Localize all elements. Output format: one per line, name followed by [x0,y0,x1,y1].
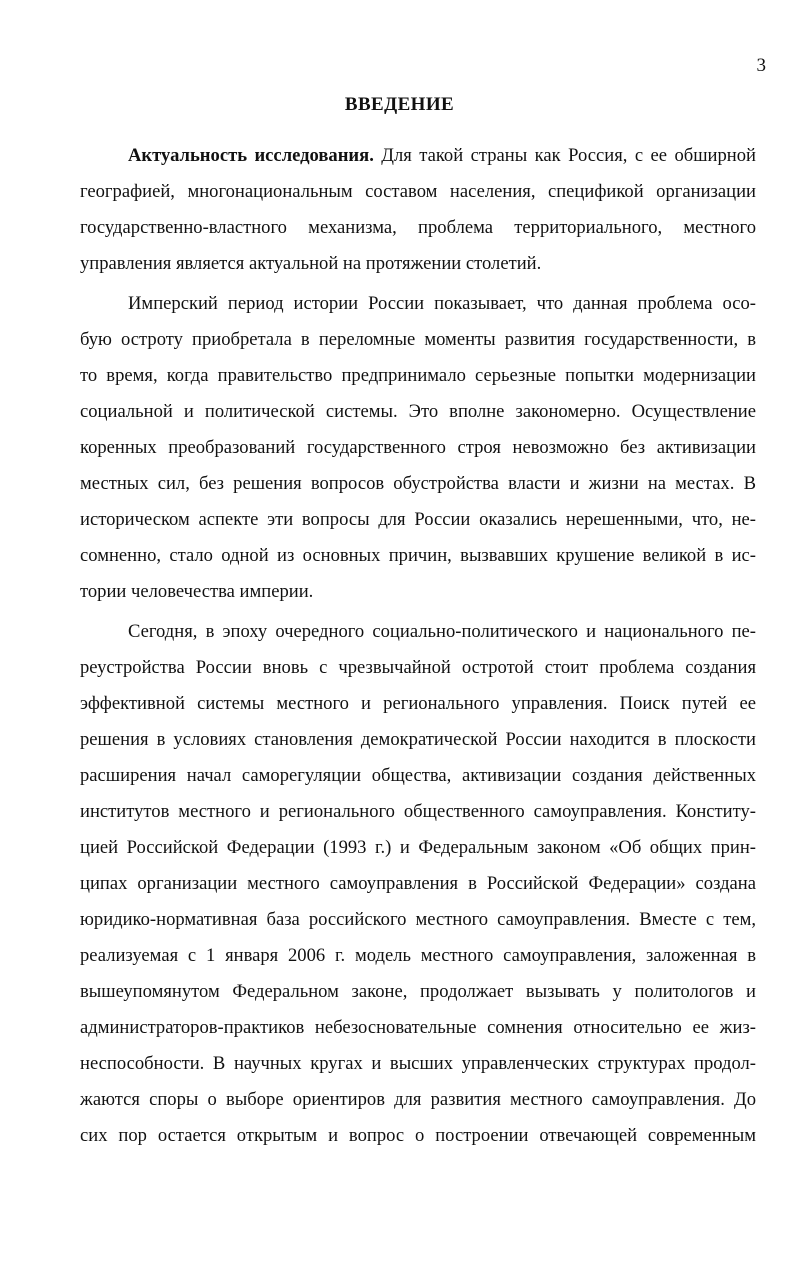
paragraph-relevance [80,142,756,286]
text-line: социальной и политической системы. Это вполне закономерно. Осуществление [80,401,756,422]
page-number: 3 [756,55,766,76]
paragraph-today [80,618,756,1158]
text-line: тории человечества империи. [80,581,314,602]
text-line [80,142,756,178]
paragraph-imperial-period [80,290,756,614]
text-line: решения в условиях становления демократической России находится в плоскости [80,729,756,750]
page-heading: ВВЕДЕНИЕ [344,94,455,115]
text-line: эффективной системы местного и регионального управления. Поиск путей ее [80,693,756,714]
text-line: вышеупомянутом Федеральном законе, продолжает вызывать у политологов и [80,981,756,1002]
text-line: жаются споры о выборе ориентиров для развития местного самоуправления. До [80,1089,756,1110]
text-line: расширения начал саморегуляции общества, активизации создания действенных [80,765,756,786]
text-line: управления является актуальной на протяжении столетий. [80,253,542,274]
text-line: юридико-нормативная база российского местного самоуправления. Вместе с тем, [80,909,756,930]
text-line: географией, многонациональным составом населения, спецификой организации [80,181,756,202]
text-line: государственно-властного механизма, проблема территориального, местного [80,217,756,238]
relevance-lead: Актуальность исследования. [128,145,374,166]
text-line: реализуемая с 1 января 2006 г. модель местного самоуправления, заложенная в [80,945,756,966]
text-line: бую остроту приобретала в переломные моменты развития государственности, в [80,329,756,350]
text-line-content: Для такой страны как Россия, с ее обширной [373,145,756,166]
text-line: коренных преобразований государственного строя невозможно без активизации [80,437,756,458]
text-line: историческом аспекте эти вопросы для России оказались нерешенными, что, не- [80,509,756,530]
text-line: сомненно, стало одной из основных причин, вызвавших крушение великой в ис- [80,545,756,566]
text-line: сих пор остается открытым и вопрос о построении отвечающей современным [80,1125,756,1146]
text-line: цией Российской Федерации (1993 г.) и Федеральным законом «Об общих прин- [80,837,756,858]
text-line: институтов местного и регионального общественного самоуправления. Конститу- [80,801,756,822]
text-line: реустройства России вновь с чрезвычайной остротой стоит проблема создания [80,657,756,678]
text-line: местных сил, без решения вопросов обустройства власти и жизни на местах. В [80,473,756,494]
text-line: администраторов-практиков небезосновательные сомнения относительно ее жиз- [80,1017,756,1038]
body-text [80,142,756,1162]
text-line: неспособности. В научных кругах и высших управленческих структурах продол- [80,1053,756,1074]
text-line: Имперский период истории России показывает, что данная проблема осо- [128,293,756,314]
text-line: ципах организации местного самоуправления в Российской Федерации» создана [80,873,756,894]
text-line: то время, когда правительство предпринимало серьезные попытки модернизации [80,365,756,386]
text-line: Сегодня, в эпоху очередного социально-политического и национального пе- [128,621,756,642]
